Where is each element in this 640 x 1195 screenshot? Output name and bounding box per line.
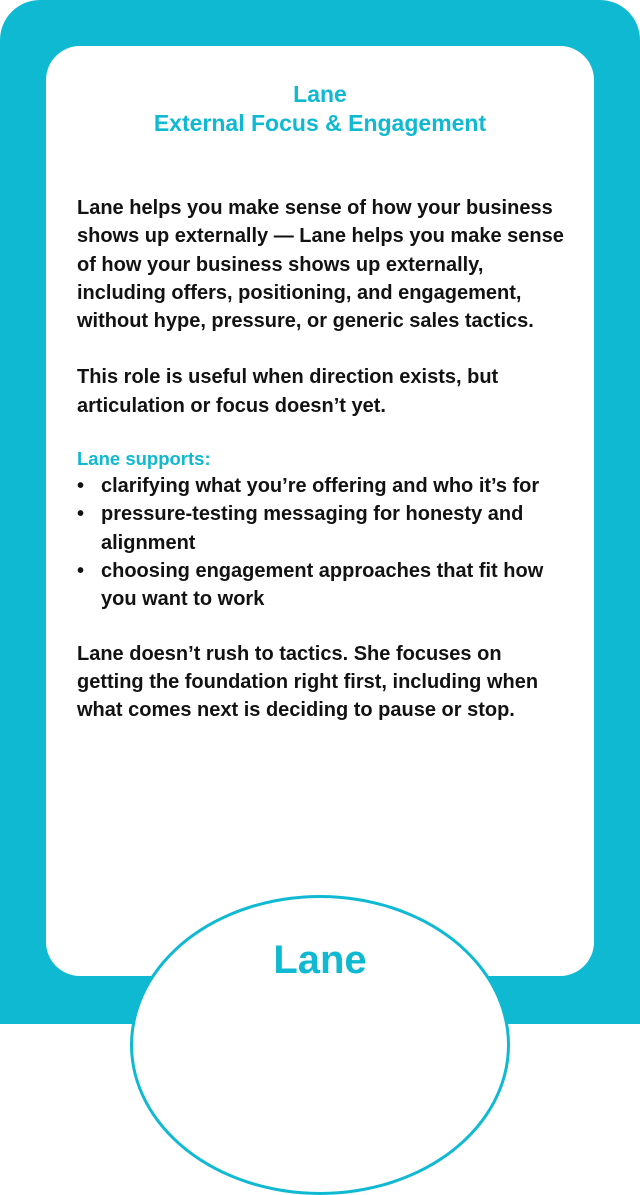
intro-paragraph: Lane helps you make sense of how your business shows up externally — Lane helps you make sense of how your business shows up externally, including offers, positioning, and engagement, without hype, pressure, or generic sales tactics. <box>77 197 564 333</box>
supports-heading: Lane supports: <box>77 448 211 470</box>
bullet-icon: • <box>77 503 85 526</box>
list-item: • pressure-testing messaging for honesty and alignment <box>77 500 567 557</box>
card-content <box>77 194 567 724</box>
bullet-icon: • <box>77 559 85 582</box>
footer-name: Lane <box>273 938 367 982</box>
usefulness-paragraph: This role is useful when direction exists, but articulation or focus doesn’t yet. <box>77 366 499 417</box>
bullet-icon: • <box>77 475 85 498</box>
list-item: • choosing engagement approaches that fit how you want to work <box>77 557 567 614</box>
card-title <box>46 80 594 138</box>
list-item: • clarifying what you’re offering and who it’s for <box>77 472 567 500</box>
supports-list <box>77 472 567 613</box>
role-subtitle: External Focus & Engagement <box>153 110 487 136</box>
closing-paragraph: Lane doesn’t rush to tactics. She focuses on getting the foundation right first, including when what comes next is deciding to pause or stop. <box>77 642 539 722</box>
role-name: Lane <box>293 81 347 107</box>
